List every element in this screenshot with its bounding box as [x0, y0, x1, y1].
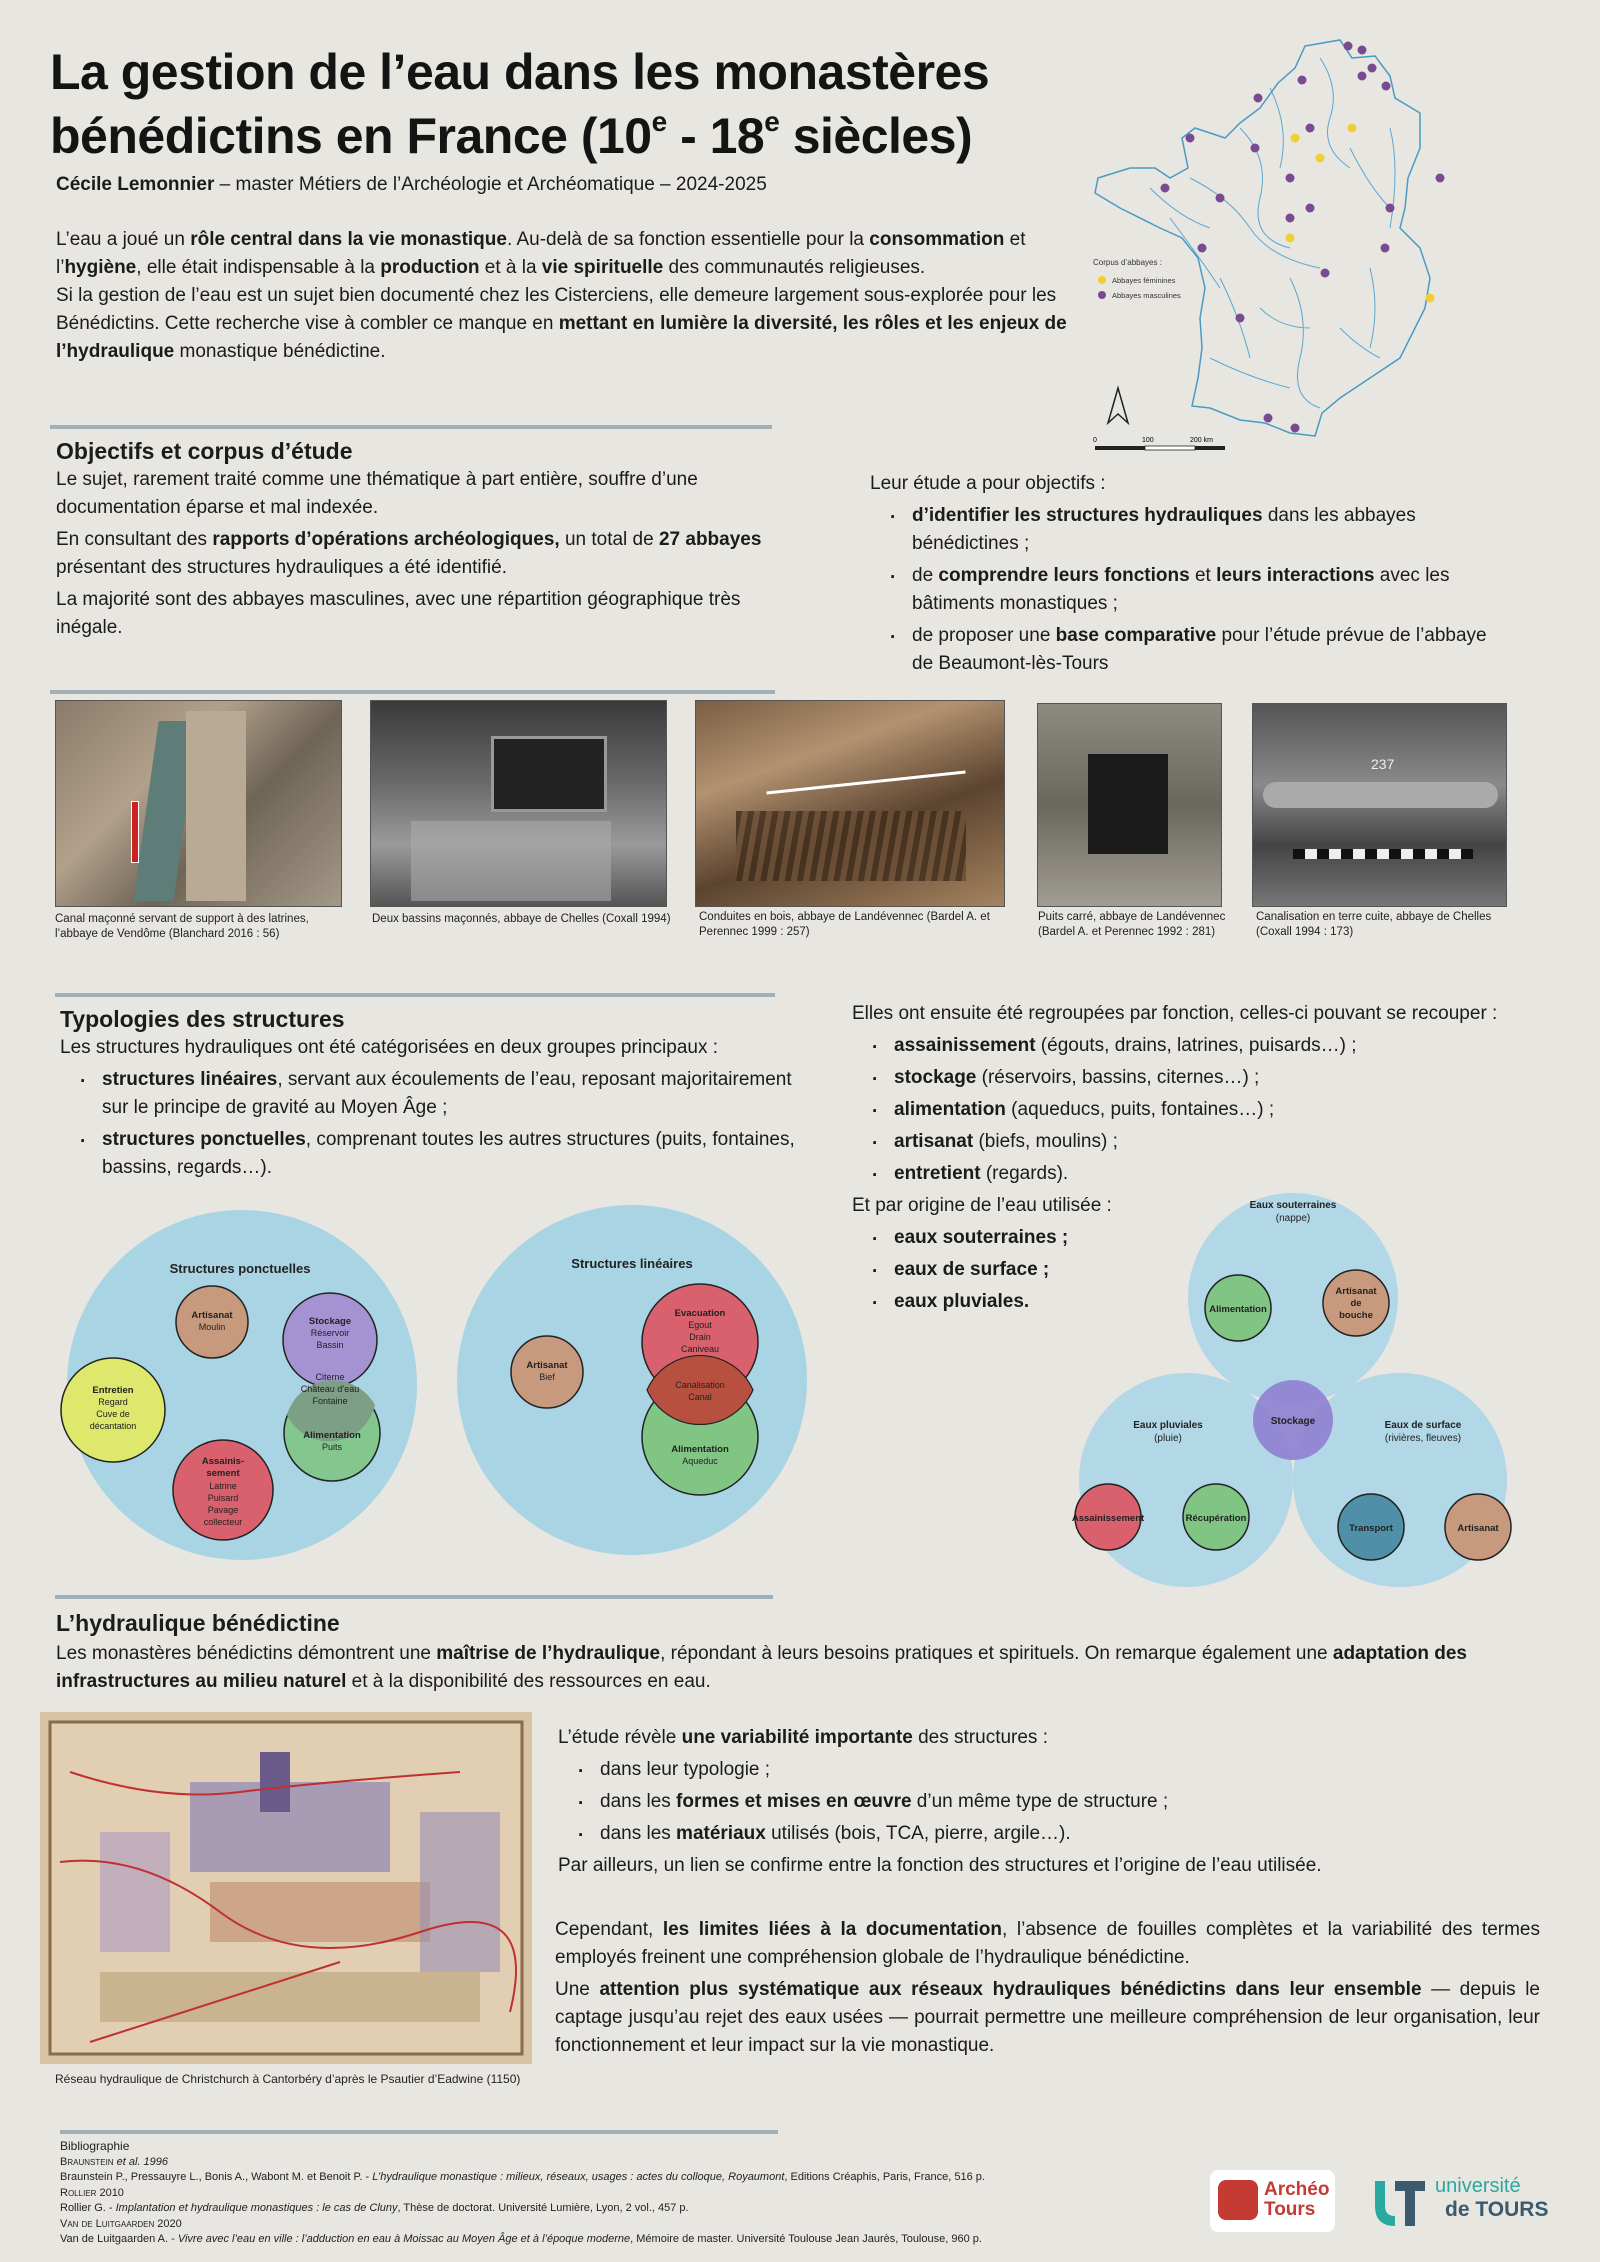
- abbey-fem-dot: [1348, 124, 1357, 133]
- svg-text:Transport: Transport: [1349, 1523, 1393, 1534]
- photo-caption-4: Puits carré, abbaye de Landévennec (Bardel A. et Perennec 1992 : 281): [1038, 911, 1226, 938]
- svg-text:100: 100: [1142, 437, 1154, 444]
- biblio-entry: Rollier G. - Implantation et hydraulique monastiques : le cas de Cluny, Thèse de doctorat. Université Lumière, Lyon, 2 vol., 457 p.: [60, 2202, 689, 2214]
- manuscript-image: [40, 1712, 532, 2064]
- legend-title: Corpus d’abbayes :: [1093, 258, 1162, 267]
- photo-tag: 237: [1371, 756, 1395, 772]
- abbey-masc-dot: [1382, 82, 1391, 91]
- svg-text:Artisanat: Artisanat: [1335, 1286, 1377, 1297]
- conclusion-1: Cependant, les limites liées à la documentation, l’absence de fouilles complètes et la variabilité des termes employés freinent une compréhension globale de l’hydraulique bénédictine.: [555, 1919, 1541, 1968]
- svg-text:Assainissement: Assainissement: [1071, 1513, 1145, 1524]
- section-rule: [55, 1595, 773, 1599]
- variabilite-intro: L’étude révèle une variabilité importante des structures :: [558, 1727, 1048, 1748]
- objectifs-paragraph: En consultant des rapports d’opérations archéologiques, un total de 27 abbayes présentant des structures hydrauliques a été identifié.: [56, 529, 762, 578]
- abbey-fem-dot: [1316, 154, 1325, 163]
- svg-text:Entretien: Entretien: [92, 1385, 134, 1396]
- svg-text:Puits: Puits: [321, 1442, 343, 1452]
- abbeys-map: [1090, 28, 1545, 468]
- svg-text:Aqueduc: Aqueduc: [682, 1456, 718, 1466]
- abbey-masc-dot: [1291, 424, 1300, 433]
- fonction-item: . alimentation (aqueducs, puits, fontaines…) ;: [852, 1096, 1502, 1124]
- poster-title: La gestion de l’eau dans les monastères bénédictins en France (10e - 18e siècles): [50, 44, 990, 164]
- svg-text:Moulin: Moulin: [198, 1322, 226, 1332]
- photo-caption-3: Conduites en bois, abbaye de Landévennec (Bardel A. et Perennec 1999 : 257): [699, 911, 990, 938]
- conclusion-2: Une attention plus systématique aux réseaux hydrauliques bénédictins dans leur ensemble — depuis le captage jusqu’au rejet des eaux usées — pourrait permettre une meilleure compréhension de leur organisation, leur fonctionnement et leur impact sur la vie monastique.: [555, 1979, 1540, 2056]
- abbey-masc-dot: [1251, 144, 1260, 153]
- svg-text:Eaux pluviales: Eaux pluviales: [1133, 1420, 1203, 1431]
- hydraulique-intro: Les monastères bénédictins démontrent une maîtrise de l’hydraulique, répondant à leurs besoins pratiques et spirituels. On remarque également une adaptation des infrastructures au milieu naturel et à la disponibilité des ressources en eau.: [56, 1643, 1467, 1692]
- fonction-item: . stockage (réservoirs, bassins, citernes…) ;: [852, 1064, 1502, 1092]
- hydraulique-variabilite: [558, 1724, 1548, 1884]
- svg-text:décantation: décantation: [89, 1421, 137, 1431]
- origine-item: . eaux de surface ;: [852, 1256, 1502, 1284]
- photo-caption-5: Canalisation en terre cuite, abbaye de Chelles (Coxall 1994 : 173): [1256, 911, 1492, 938]
- svg-text:Récupération: Récupération: [1185, 1513, 1247, 1524]
- intro-paragraph-2: Si la gestion de l’eau est un sujet bien documenté chez les Cisterciens, elle demeure largement sous-explorée pour les Bénédictins. Cette recherche vise à combler ce manque en mettant en lumière la diversité, les rôles et les enjeux de l’hydraulique monastique bénédictine.: [56, 285, 1067, 362]
- svg-text:(pluie): (pluie): [1154, 1433, 1182, 1444]
- abbey-masc-dot: [1286, 214, 1295, 223]
- biblio-entry: Braunstein P., Pressauyre L., Bonis A., Wabont M. et Benoit P. - L’hydraulique monastique : milieux, réseaux, usages : actes du colloque, Royaumont, Editions Créaphis, Paris, France, 516 p.: [60, 2171, 985, 2183]
- abbey-masc-dot: [1216, 194, 1225, 203]
- legend-masc-dot: [1098, 291, 1106, 299]
- biblio-entry: Rollier 2010: [60, 2186, 124, 2199]
- photo-canal-vendome: [55, 700, 342, 907]
- abbey-masc-dot: [1386, 204, 1395, 213]
- svg-text:Artisanat: Artisanat: [191, 1310, 233, 1321]
- ponct-title: Structures ponctuelles: [169, 1261, 311, 1276]
- section-rule: [50, 425, 772, 429]
- diagram-structures-ponctuelles: [55, 1200, 430, 1560]
- variabilite-item: . dans les matériaux utilisés (bois, TCA, pierre, argile…).: [558, 1820, 1548, 1848]
- scale-bar: [1093, 437, 1225, 450]
- abbey-masc-dot: [1381, 244, 1390, 253]
- fonction-item: . artisanat (biefs, moulins) ;: [852, 1128, 1502, 1156]
- north-arrow-icon: [1108, 388, 1128, 423]
- fonction-item: . entretient (regards).: [852, 1160, 1502, 1188]
- lin-title: Structures linéaires: [571, 1256, 693, 1271]
- variabilite-item: . dans les formes et mises en œuvre d’un même type de structure ;: [558, 1788, 1548, 1816]
- objectifs-intro: Leur étude a pour objectifs :: [870, 473, 1106, 494]
- abbey-masc-dot: [1236, 314, 1245, 323]
- svg-text:Puisard: Puisard: [207, 1493, 239, 1503]
- svg-text:Alimentation: Alimentation: [303, 1430, 361, 1441]
- hydraulique-conclusion: [555, 1916, 1540, 2064]
- section-title-objectifs: Objectifs et corpus d’étude: [56, 438, 353, 464]
- svg-text:Bassin: Bassin: [316, 1340, 344, 1350]
- section-rule: [50, 690, 775, 694]
- abbey-masc-dot: [1344, 42, 1353, 51]
- typologies-list: [60, 1066, 800, 1182]
- abbey-masc-dot: [1198, 244, 1207, 253]
- variabilite-list: [558, 1756, 1548, 1848]
- origine-item: . eaux pluviales.: [852, 1288, 1502, 1316]
- map-legend: [1093, 258, 1181, 300]
- universite-tours-logo: université de TOURS: [1370, 2166, 1560, 2236]
- section-rule: [60, 2130, 778, 2134]
- svg-text:Eaux de surface: Eaux de surface: [1384, 1420, 1462, 1431]
- objectifs-right-text: [870, 470, 1510, 682]
- svg-text:200 km: 200 km: [1190, 437, 1213, 444]
- abbey-masc-dot: [1321, 269, 1330, 278]
- typologie-item: . structures linéaires, servant aux écoulements de l’eau, reposant majoritairement sur le principe de gravité au Moyen Âge ;: [60, 1066, 800, 1122]
- objectif-item: . d’identifier les structures hydrauliques dans les abbayes bénédictines ;: [870, 502, 1510, 558]
- svg-text:Alimentation: Alimentation: [671, 1444, 729, 1455]
- svg-text:Stockage: Stockage: [308, 1316, 352, 1327]
- author-line: Cécile Lemonnier – master Métiers de l’Archéologie et Archéomatique – 2024-2025: [56, 174, 767, 195]
- typologies-intro: Les structures hydrauliques ont été catégorisées en deux groupes principaux :: [60, 1037, 719, 1058]
- svg-text:Caniveau: Caniveau: [680, 1344, 720, 1354]
- abbey-masc-dot: [1358, 46, 1367, 55]
- svg-text:Cuve de: Cuve de: [96, 1409, 130, 1419]
- france-outline: [1095, 40, 1430, 436]
- origine-intro: Et par origine de l’eau utilisée :: [852, 1195, 1112, 1216]
- intro-paragraph-1: L’eau a joué un rôle central dans la vie monastique. Au-delà de sa fonction essentielle pour la consommation et l’hygiène, elle était indispensable à la production et à la vie spirituelle des communautés religieuses.: [56, 229, 1026, 278]
- intro-text: [56, 226, 1076, 366]
- biblio-entry: Braunstein et al. 1996: [60, 2155, 169, 2168]
- legend-masc-label: Abbayes masculines: [1112, 291, 1181, 300]
- svg-text:Fontaine: Fontaine: [312, 1396, 348, 1406]
- objectifs-paragraph: Le sujet, rarement traité comme une thématique à part entière, souffre d’une documentation éparse et mal indexée.: [56, 469, 698, 518]
- fonction-item: . assainissement (égouts, drains, latrines, puisards…) ;: [852, 1032, 1502, 1060]
- biblio-entry: Van de Luitgaarden 2020: [60, 2217, 182, 2230]
- legend-fem-dot: [1098, 276, 1106, 284]
- abbey-masc-dot: [1264, 414, 1273, 423]
- svg-text:Château d’eau: Château d’eau: [300, 1384, 360, 1394]
- abbey-masc-dot: [1286, 174, 1295, 183]
- typologies-left-text: [60, 1034, 800, 1186]
- abbey-masc-dot: [1161, 184, 1170, 193]
- biblio-title: Bibliographie: [60, 2139, 130, 2153]
- photo-caption-2: Deux bassins maçonnés, abbaye de Chelles (Coxall 1994): [372, 913, 671, 925]
- svg-text:Evacuation: Evacuation: [674, 1308, 726, 1319]
- variabilite-item: . dans leur typologie ;: [558, 1756, 1548, 1784]
- photo-canalisation-chelles: [1252, 703, 1507, 907]
- bibliography: [60, 2136, 1060, 2248]
- section-rule: [55, 993, 775, 997]
- legend-fem-label: Abbayes féminines: [1112, 276, 1176, 285]
- biblio-entry: Van de Luitgaarden A. - Vivre avec l’eau en ville : l’adduction en eau à Moissac au Moyen Âge et à l’époque moderne, Mémoire de master. Université Toulouse Jean Jaurès, Toulouse, 960 p.: [60, 2233, 982, 2245]
- svg-text:0: 0: [1093, 437, 1097, 444]
- objectifs-list: [870, 502, 1510, 678]
- abbey-masc-dot: [1186, 134, 1195, 143]
- abbey-masc-dot: [1368, 64, 1377, 73]
- svg-text:Regard: Regard: [98, 1397, 128, 1407]
- diagram-origines-eau: [1038, 1190, 1558, 1610]
- objectifs-paragraph: La majorité sont des abbayes masculines, avec une répartition géographique très inégale.: [56, 589, 741, 638]
- svg-text:Bief: Bief: [539, 1372, 555, 1382]
- abbey-fem-dot: [1426, 294, 1435, 303]
- svg-text:Stockage: Stockage: [1270, 1416, 1316, 1427]
- section-title-typologies: Typologies des structures: [60, 1006, 345, 1032]
- abbey-masc-dot: [1254, 94, 1263, 103]
- svg-text:Alimentation: Alimentation: [1209, 1304, 1267, 1315]
- abbey-fem-dot: [1291, 134, 1300, 143]
- svg-text:de: de: [1350, 1298, 1362, 1309]
- variabilite-outro: Par ailleurs, un lien se confirme entre la fonction des structures et l’origine de l’eau utilisée.: [558, 1855, 1322, 1876]
- abbey-masc-dot: [1306, 124, 1315, 133]
- svg-text:(nappe): (nappe): [1275, 1213, 1311, 1224]
- svg-text:Egout: Egout: [688, 1320, 712, 1330]
- svg-text:(rivières, fleuves): (rivières, fleuves): [1384, 1433, 1462, 1444]
- svg-text:Canal: Canal: [688, 1392, 712, 1402]
- svg-text:Réservoir: Réservoir: [310, 1328, 350, 1338]
- archeo-tours-logo: Archéo Tours: [1210, 2170, 1335, 2232]
- fonctions-intro: Elles ont ensuite été regroupées par fonction, celles-ci pouvant se recouper :: [852, 1003, 1498, 1024]
- svg-text:Canalisation: Canalisation: [675, 1380, 725, 1390]
- svg-text:bouche: bouche: [1339, 1310, 1373, 1321]
- svg-text:Artisanat: Artisanat: [526, 1360, 568, 1371]
- abbey-masc-dot: [1436, 174, 1445, 183]
- abbey-masc-dot: [1306, 204, 1315, 213]
- manuscript-caption: Réseau hydraulique de Christchurch à Cantorbéry d’après le Psautier d’Eadwine (1150): [55, 2072, 521, 2086]
- typologie-item: . structures ponctuelles, comprenant toutes les autres structures (puits, fontaines, bassins, regards…).: [60, 1126, 800, 1182]
- section-title-hydraulique: L’hydraulique bénédictine: [56, 1610, 340, 1636]
- svg-text:Eaux souterraines: Eaux souterraines: [1249, 1200, 1337, 1211]
- svg-text:Artisanat: Artisanat: [1457, 1523, 1499, 1534]
- svg-text:Assainis-: Assainis-: [201, 1456, 245, 1467]
- diagram-structures-lineaires: [452, 1200, 817, 1560]
- photo-caption-1: Canal maçonné servant de support à des latrines, l’abbaye de Vendôme (Blanchard 2016 : 56): [55, 913, 309, 940]
- objectif-item: . de proposer une base comparative pour l’étude prévue de l’abbaye de Beaumont-lès-Tours: [870, 622, 1510, 678]
- origine-item: . eaux souterraines ;: [852, 1224, 1502, 1252]
- objectifs-left-text: [56, 466, 776, 646]
- photo-conduites-landevennec: [695, 700, 1005, 907]
- fonctions-list: [852, 1032, 1502, 1188]
- photo-puits-landevennec: [1037, 703, 1222, 907]
- svg-text:collecteur: collecteur: [203, 1517, 243, 1527]
- abbey-masc-dot: [1298, 76, 1307, 85]
- svg-text:Citerne: Citerne: [315, 1372, 345, 1382]
- svg-text:Pavage: Pavage: [207, 1505, 239, 1515]
- svg-text:sement: sement: [206, 1468, 240, 1479]
- svg-text:Latrine: Latrine: [209, 1481, 237, 1491]
- svg-text:Drain: Drain: [689, 1332, 711, 1342]
- abbey-masc-dot: [1358, 72, 1367, 81]
- photo-bassins-chelles: [370, 700, 667, 907]
- objectif-item: . de comprendre leurs fonctions et leurs interactions avec les bâtiments monastiques ;: [870, 562, 1510, 618]
- abbey-fem-dot: [1286, 234, 1295, 243]
